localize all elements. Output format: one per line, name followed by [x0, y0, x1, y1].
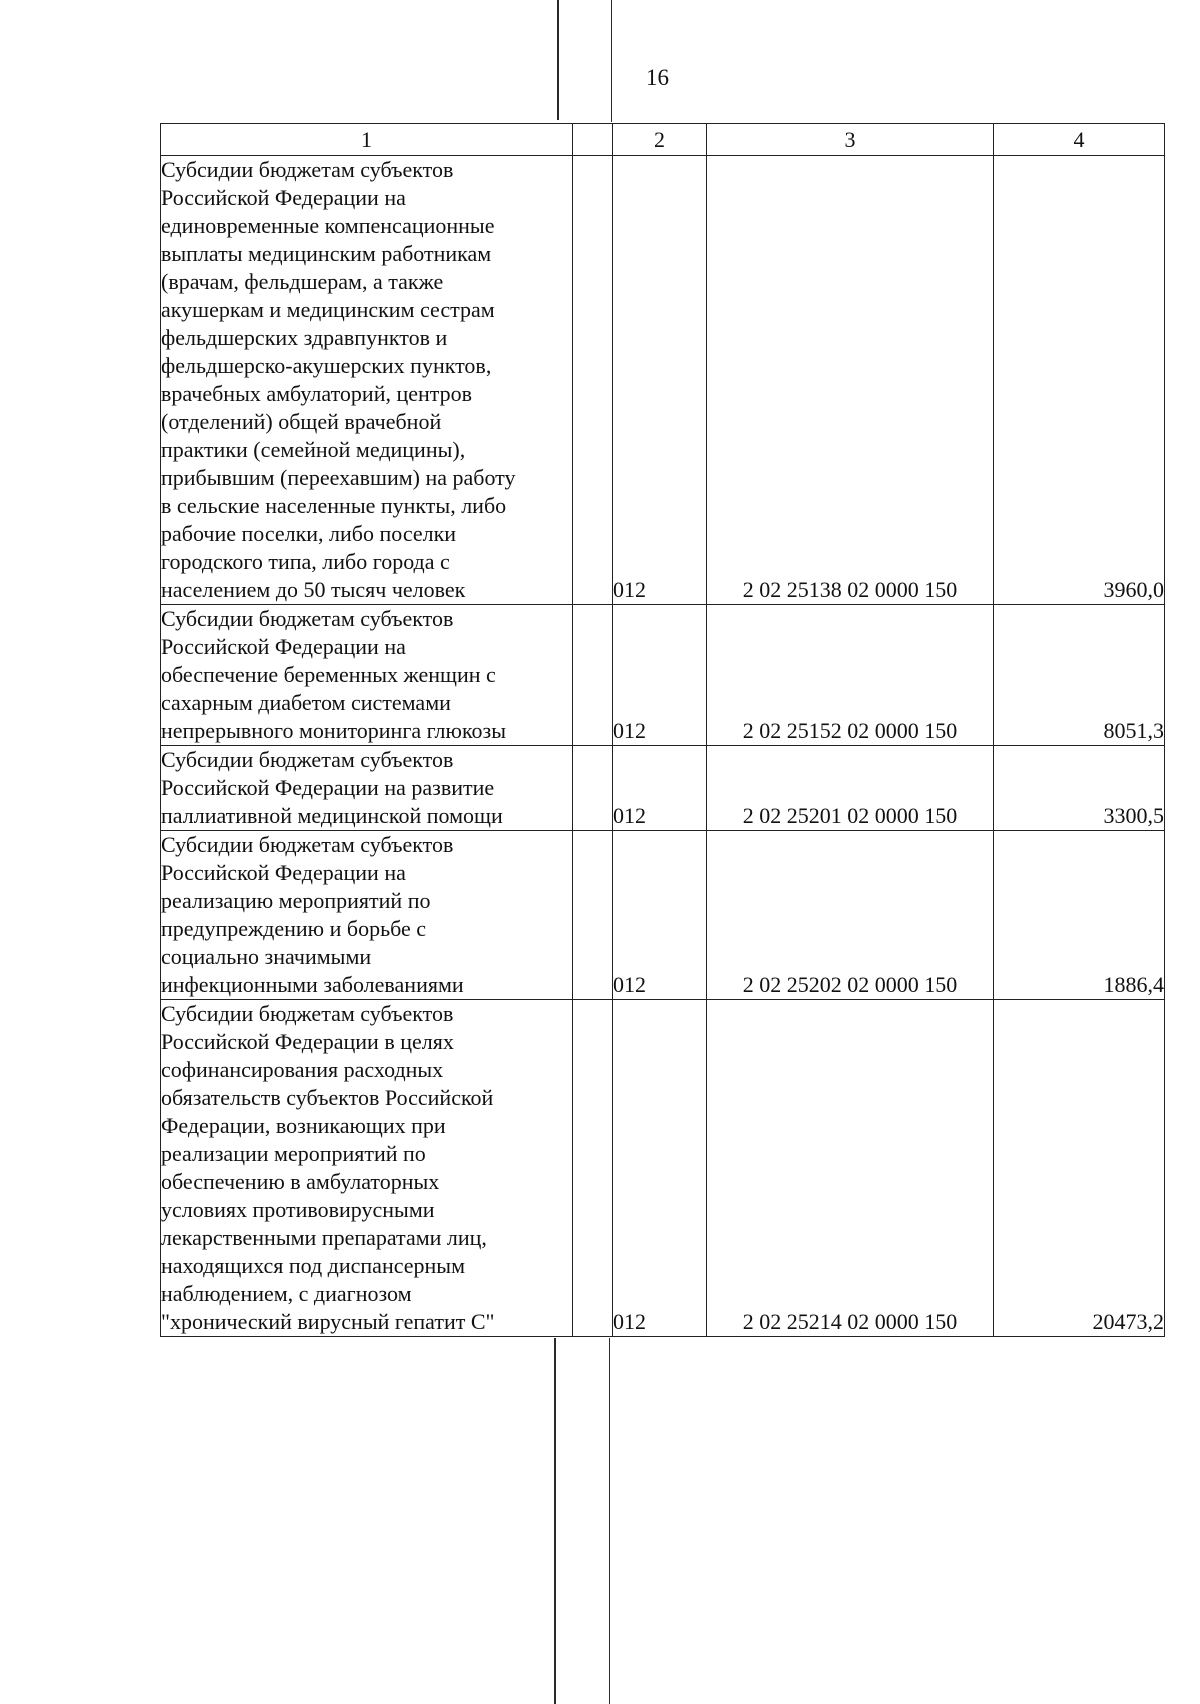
subsidy-name-line: городского типа, либо города с	[161, 549, 450, 574]
subsidy-name-line: обязательств субъектов Российской	[161, 1085, 494, 1110]
subsidy-name-line: Российской Федерации на	[161, 634, 406, 659]
subsidy-name-line: фельдшерско-акушерских пунктов,	[161, 353, 492, 378]
column-header-4: 4	[994, 124, 1165, 156]
subsidy-name-line: практики (семейной медицины),	[161, 437, 466, 462]
subsidy-name-cell	[161, 746, 573, 831]
budget-classification-code-cell: 2 02 25138 02 0000 150	[707, 156, 994, 605]
subsidy-name-line: прибывшим (переехавшим) на работу	[161, 465, 516, 490]
subsidy-name-line: непрерывного мониторинга глюкозы	[161, 718, 506, 743]
table-header-row	[161, 124, 1165, 156]
page-number: 16	[646, 65, 669, 90]
budget-table	[160, 123, 1165, 1337]
amount-cell: 3300,5	[994, 746, 1165, 831]
subsidy-name-line: Российской Федерации на развитие	[161, 775, 495, 800]
subsidy-name-cell	[161, 831, 573, 1000]
subsidy-name-line: реализации мероприятий по	[161, 1141, 426, 1166]
column-header-3: 3	[707, 124, 994, 156]
empty-gap-cell	[573, 831, 613, 1000]
subsidy-name-line: врачебных амбулаторий, центров	[161, 381, 473, 406]
table-row	[161, 605, 1165, 746]
subsidy-name-line: Субсидии бюджетам субъектов	[161, 1001, 454, 1026]
table-row	[161, 156, 1165, 605]
subsidy-name-line: Субсидии бюджетам субъектов	[161, 832, 454, 857]
admin-code-cell: 012	[613, 605, 707, 746]
subsidy-name-line: находящихся под диспансерным	[161, 1253, 465, 1278]
admin-code-cell: 012	[613, 746, 707, 831]
amount-cell: 3960,0	[994, 156, 1165, 605]
subsidy-name-line: Российской Федерации в целях	[161, 1029, 454, 1054]
budget-classification-code-cell: 2 02 25152 02 0000 150	[707, 605, 994, 746]
subsidy-name-line: реализацию мероприятий по	[161, 888, 431, 913]
admin-code-cell: 012	[613, 831, 707, 1000]
subsidy-name-cell	[161, 156, 573, 605]
subsidy-name-line: Российской Федерации на	[161, 860, 406, 885]
subsidy-name-line: Субсидии бюджетам субъектов	[161, 157, 454, 182]
subsidy-name-line: населением до 50 тысяч человек	[161, 577, 466, 602]
subsidy-name-line: Российской Федерации на	[161, 185, 406, 210]
subsidy-name-line: условиях противовирусными	[161, 1197, 435, 1222]
admin-code-cell: 012	[613, 156, 707, 605]
budget-classification-code-cell: 2 02 25202 02 0000 150	[707, 831, 994, 1000]
admin-code-cell: 012	[613, 1000, 707, 1337]
table-row	[161, 746, 1165, 831]
scan-fold-line	[609, 1338, 610, 1704]
subsidy-name-line: паллиативной медицинской помощи	[161, 803, 503, 828]
subsidy-name-line: лекарственными препаратами лиц,	[161, 1225, 487, 1250]
budget-classification-code-cell: 2 02 25214 02 0000 150	[707, 1000, 994, 1337]
subsidy-name-line: обеспечению в амбулаторных	[161, 1169, 440, 1194]
subsidy-name-line: фельдшерских здравпунктов и	[161, 325, 448, 350]
amount-cell: 1886,4	[994, 831, 1165, 1000]
table-row	[161, 1000, 1165, 1337]
empty-gap-cell	[573, 605, 613, 746]
subsidy-name-line: социально значимыми	[161, 944, 372, 969]
subsidy-name-line: сахарным диабетом системами	[161, 690, 451, 715]
column-header-2: 2	[613, 124, 707, 156]
subsidy-name-line: "хронический вирусный гепатит С"	[161, 1309, 495, 1334]
subsidy-name-line: предупреждению и борьбе с	[161, 916, 427, 941]
subsidy-name-line: Федерации, возникающих при	[161, 1113, 446, 1138]
scan-fold-line	[557, 0, 559, 120]
empty-gap-cell	[573, 156, 613, 605]
subsidy-name-line: обеспечение беременных женщин с	[161, 662, 496, 687]
scan-fold-line	[554, 1338, 556, 1704]
subsidy-name-line: единовременные компенсационные	[161, 213, 495, 238]
empty-gap-cell	[573, 1000, 613, 1337]
amount-cell: 8051,3	[994, 605, 1165, 746]
budget-classification-code-cell: 2 02 25201 02 0000 150	[707, 746, 994, 831]
column-header-1: 1	[161, 124, 573, 156]
scan-fold-line	[611, 0, 612, 122]
amount-cell: 20473,2	[994, 1000, 1165, 1337]
subsidy-name-line: Субсидии бюджетам субъектов	[161, 747, 454, 772]
subsidy-name-line: акушеркам и медицинским сестрам	[161, 297, 495, 322]
column-header-gap	[573, 124, 613, 156]
subsidy-name-line: выплаты медицинским работникам	[161, 241, 492, 266]
subsidy-name-line: инфекционными заболеваниями	[161, 972, 464, 997]
subsidy-name-cell	[161, 1000, 573, 1337]
table-row	[161, 831, 1165, 1000]
subsidy-name-line: наблюдением, с диагнозом	[161, 1281, 412, 1306]
subsidy-name-line: (отделений) общей врачебной	[161, 409, 442, 434]
empty-gap-cell	[573, 746, 613, 831]
subsidy-name-line: рабочие поселки, либо поселки	[161, 521, 457, 546]
subsidy-name-line: (врачам, фельдшерам, а также	[161, 269, 444, 294]
subsidy-name-line: в сельские населенные пункты, либо	[161, 493, 507, 518]
subsidy-name-line: софинансирования расходных	[161, 1057, 444, 1082]
subsidy-name-cell	[161, 605, 573, 746]
subsidy-name-line: Субсидии бюджетам субъектов	[161, 606, 454, 631]
